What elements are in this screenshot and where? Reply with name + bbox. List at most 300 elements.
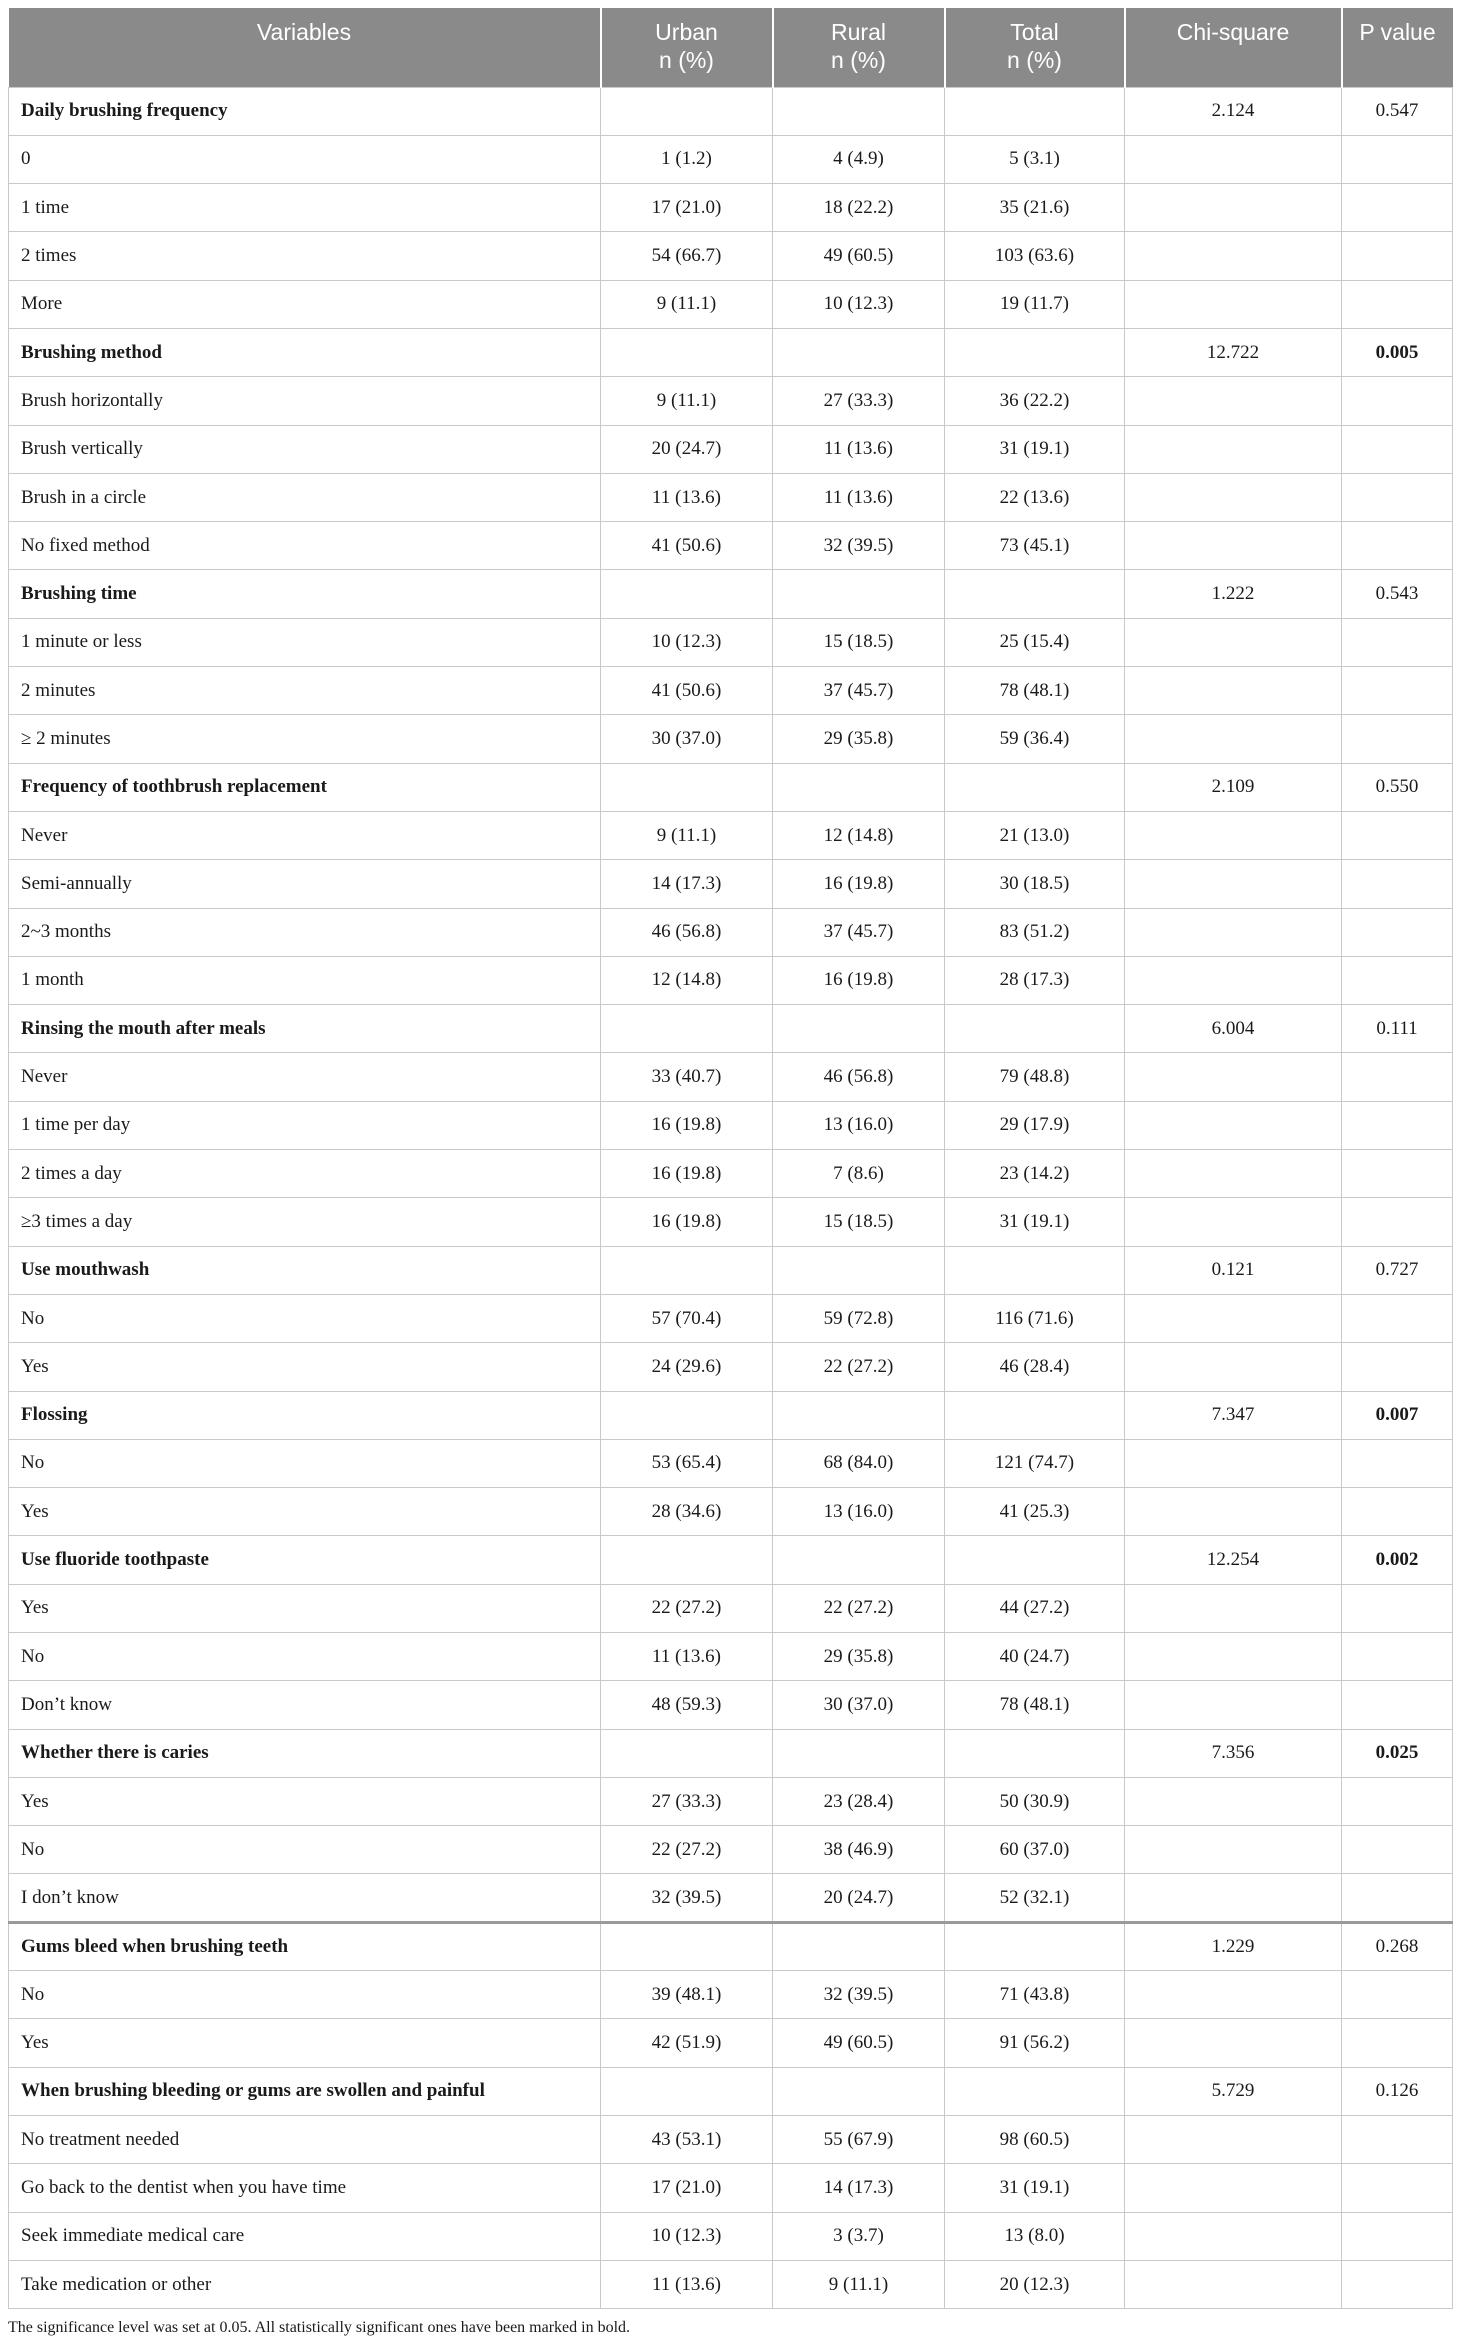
- table-row: [9, 232, 1453, 280]
- cell-chi-square: [1125, 2115, 1342, 2163]
- cell-p-value: [1342, 1150, 1453, 1198]
- cell-urban: 17 (21.0): [601, 2164, 773, 2212]
- table-footnote: The significance level was set at 0.05. All statistically significant ones have been marked in bold.: [8, 2319, 631, 2337]
- cell-chi-square: [1125, 1343, 1342, 1391]
- cell-total: 5 (3.1): [945, 135, 1125, 183]
- cell-p-value: 0.005: [1342, 328, 1453, 376]
- cell-chi-square: 5.729: [1125, 2067, 1342, 2115]
- cell-chi-square: [1125, 1971, 1342, 2019]
- cell-total: [945, 87, 1125, 135]
- cell-p-value: [1342, 377, 1453, 425]
- table-group-row: [9, 570, 1453, 618]
- cell-urban: 39 (48.1): [601, 1971, 773, 2019]
- cell-rural: 32 (39.5): [773, 1971, 945, 2019]
- cell-urban: 33 (40.7): [601, 1053, 773, 1101]
- cell-variable: No fixed method: [9, 522, 601, 570]
- cell-variable: Yes: [9, 1777, 601, 1825]
- cell-chi-square: [1125, 473, 1342, 521]
- cell-variable: Seek immediate medical care: [9, 2212, 601, 2260]
- cell-chi-square: [1125, 1488, 1342, 1536]
- cell-urban: 22 (27.2): [601, 1826, 773, 1874]
- cell-rural: 29 (35.8): [773, 1633, 945, 1681]
- table-row: [9, 1584, 1453, 1632]
- cell-total: 23 (14.2): [945, 1150, 1125, 1198]
- cell-urban: 32 (39.5): [601, 1874, 773, 1922]
- cell-chi-square: [1125, 184, 1342, 232]
- cell-p-value: [1342, 280, 1453, 328]
- cell-variable: Yes: [9, 1488, 601, 1536]
- header-rural: Rural n (%): [773, 8, 945, 87]
- table-header: [9, 8, 1453, 87]
- cell-rural: 11 (13.6): [773, 473, 945, 521]
- cell-total: 31 (19.1): [945, 425, 1125, 473]
- cell-variable: 2~3 months: [9, 908, 601, 956]
- table-row: [9, 860, 1453, 908]
- cell-chi-square: 2.124: [1125, 87, 1342, 135]
- cell-urban: 54 (66.7): [601, 232, 773, 280]
- cell-urban: [601, 1922, 773, 1970]
- cell-variable: Flossing: [9, 1391, 601, 1439]
- cell-p-value: [1342, 1633, 1453, 1681]
- cell-rural: 13 (16.0): [773, 1488, 945, 1536]
- cell-total: 59 (36.4): [945, 715, 1125, 763]
- cell-p-value: [1342, 2164, 1453, 2212]
- cell-chi-square: [1125, 1198, 1342, 1246]
- table-group-row: [9, 1922, 1453, 1970]
- cell-chi-square: [1125, 425, 1342, 473]
- cell-total: 79 (48.8): [945, 1053, 1125, 1101]
- cell-rural: 22 (27.2): [773, 1343, 945, 1391]
- cell-rural: 18 (22.2): [773, 184, 945, 232]
- cell-variable: Never: [9, 811, 601, 859]
- cell-chi-square: 12.722: [1125, 328, 1342, 376]
- table-row: [9, 1343, 1453, 1391]
- cell-p-value: [1342, 2115, 1453, 2163]
- cell-rural: [773, 328, 945, 376]
- cell-rural: 38 (46.9): [773, 1826, 945, 1874]
- cell-p-value: [1342, 715, 1453, 763]
- cell-rural: 10 (12.3): [773, 280, 945, 328]
- cell-variable: 2 times a day: [9, 1150, 601, 1198]
- cell-rural: 20 (24.7): [773, 1874, 945, 1922]
- table-row: [9, 618, 1453, 666]
- cell-variable: Semi-annually: [9, 860, 601, 908]
- cell-urban: 41 (50.6): [601, 522, 773, 570]
- cell-total: 20 (12.3): [945, 2260, 1125, 2308]
- cell-total: [945, 2067, 1125, 2115]
- cell-urban: [601, 1005, 773, 1053]
- cell-variable: When brushing bleeding or gums are swollen and painful: [9, 2067, 601, 2115]
- cell-total: 31 (19.1): [945, 2164, 1125, 2212]
- cell-urban: 10 (12.3): [601, 618, 773, 666]
- cell-chi-square: [1125, 2019, 1342, 2067]
- cell-urban: 11 (13.6): [601, 1633, 773, 1681]
- cell-total: 28 (17.3): [945, 956, 1125, 1004]
- cell-total: 35 (21.6): [945, 184, 1125, 232]
- table-row: [9, 811, 1453, 859]
- cell-rural: 37 (45.7): [773, 667, 945, 715]
- cell-urban: 42 (51.9): [601, 2019, 773, 2067]
- cell-p-value: [1342, 1053, 1453, 1101]
- table-row: [9, 2260, 1453, 2308]
- cell-variable: Brushing time: [9, 570, 601, 618]
- table-row: [9, 1294, 1453, 1342]
- cell-urban: 10 (12.3): [601, 2212, 773, 2260]
- cell-chi-square: [1125, 522, 1342, 570]
- cell-p-value: 0.550: [1342, 763, 1453, 811]
- cell-urban: 9 (11.1): [601, 811, 773, 859]
- cell-rural: [773, 1922, 945, 1970]
- cell-chi-square: [1125, 232, 1342, 280]
- cell-variable: Yes: [9, 2019, 601, 2067]
- cell-rural: [773, 763, 945, 811]
- cell-total: 25 (15.4): [945, 618, 1125, 666]
- cell-urban: 16 (19.8): [601, 1101, 773, 1149]
- table-row: [9, 908, 1453, 956]
- table-row: [9, 522, 1453, 570]
- cell-total: 78 (48.1): [945, 667, 1125, 715]
- cell-urban: 1 (1.2): [601, 135, 773, 183]
- cell-variable: No: [9, 1439, 601, 1487]
- table-group-row: [9, 328, 1453, 376]
- cell-urban: [601, 328, 773, 376]
- cell-total: [945, 1536, 1125, 1584]
- cell-variable: 1 month: [9, 956, 601, 1004]
- cell-variable: No: [9, 1633, 601, 1681]
- cell-chi-square: 7.347: [1125, 1391, 1342, 1439]
- cell-variable: Daily brushing frequency: [9, 87, 601, 135]
- cell-rural: 15 (18.5): [773, 1198, 945, 1246]
- cell-rural: [773, 1536, 945, 1584]
- cell-p-value: [1342, 1343, 1453, 1391]
- cell-chi-square: [1125, 908, 1342, 956]
- cell-total: 13 (8.0): [945, 2212, 1125, 2260]
- table-group-row: [9, 2067, 1453, 2115]
- table-row: [9, 1681, 1453, 1729]
- cell-chi-square: [1125, 377, 1342, 425]
- cell-urban: [601, 2067, 773, 2115]
- cell-urban: 16 (19.8): [601, 1198, 773, 1246]
- cell-total: [945, 1246, 1125, 1294]
- data-table: [8, 8, 1453, 2309]
- cell-urban: 11 (13.6): [601, 473, 773, 521]
- cell-urban: 53 (65.4): [601, 1439, 773, 1487]
- cell-urban: [601, 763, 773, 811]
- cell-chi-square: [1125, 1777, 1342, 1825]
- table-group-row: [9, 1391, 1453, 1439]
- cell-p-value: 0.111: [1342, 1005, 1453, 1053]
- cell-rural: 9 (11.1): [773, 2260, 945, 2308]
- cell-total: 44 (27.2): [945, 1584, 1125, 1632]
- cell-urban: 11 (13.6): [601, 2260, 773, 2308]
- table-row: [9, 1488, 1453, 1536]
- cell-p-value: [1342, 1826, 1453, 1874]
- cell-chi-square: [1125, 1584, 1342, 1632]
- cell-p-value: [1342, 135, 1453, 183]
- cell-p-value: 0.727: [1342, 1246, 1453, 1294]
- cell-rural: 49 (60.5): [773, 2019, 945, 2067]
- table-container: [8, 8, 1452, 2337]
- table-row: [9, 956, 1453, 1004]
- cell-urban: 28 (34.6): [601, 1488, 773, 1536]
- table-row: [9, 667, 1453, 715]
- table-row: [9, 184, 1453, 232]
- cell-urban: 24 (29.6): [601, 1343, 773, 1391]
- table-row: [9, 377, 1453, 425]
- cell-total: 103 (63.6): [945, 232, 1125, 280]
- table-row: [9, 2019, 1453, 2067]
- cell-rural: 68 (84.0): [773, 1439, 945, 1487]
- cell-rural: 3 (3.7): [773, 2212, 945, 2260]
- cell-urban: 57 (70.4): [601, 1294, 773, 1342]
- cell-rural: 11 (13.6): [773, 425, 945, 473]
- cell-rural: 7 (8.6): [773, 1150, 945, 1198]
- cell-variable: Frequency of toothbrush replacement: [9, 763, 601, 811]
- cell-rural: 15 (18.5): [773, 618, 945, 666]
- header-p-value: P value: [1342, 8, 1453, 87]
- cell-variable: Use mouthwash: [9, 1246, 601, 1294]
- cell-variable: No: [9, 1971, 601, 2019]
- cell-variable: Whether there is caries: [9, 1729, 601, 1777]
- cell-variable: 0: [9, 135, 601, 183]
- cell-chi-square: 7.356: [1125, 1729, 1342, 1777]
- cell-total: 36 (22.2): [945, 377, 1125, 425]
- cell-chi-square: [1125, 2164, 1342, 2212]
- cell-chi-square: 1.222: [1125, 570, 1342, 618]
- cell-chi-square: [1125, 1633, 1342, 1681]
- header-total: Total n (%): [945, 8, 1125, 87]
- cell-rural: 29 (35.8): [773, 715, 945, 763]
- cell-rural: 12 (14.8): [773, 811, 945, 859]
- cell-total: 78 (48.1): [945, 1681, 1125, 1729]
- cell-p-value: 0.547: [1342, 87, 1453, 135]
- cell-chi-square: [1125, 860, 1342, 908]
- cell-p-value: [1342, 2212, 1453, 2260]
- cell-total: [945, 1005, 1125, 1053]
- cell-variable: No: [9, 1826, 601, 1874]
- cell-p-value: [1342, 232, 1453, 280]
- cell-rural: 32 (39.5): [773, 522, 945, 570]
- header-urban: Urban n (%): [601, 8, 773, 87]
- cell-p-value: [1342, 2260, 1453, 2308]
- cell-rural: 14 (17.3): [773, 2164, 945, 2212]
- cell-p-value: 0.025: [1342, 1729, 1453, 1777]
- cell-variable: No: [9, 1294, 601, 1342]
- cell-variable: Take medication or other: [9, 2260, 601, 2308]
- cell-rural: 16 (19.8): [773, 860, 945, 908]
- table-row: [9, 1198, 1453, 1246]
- cell-variable: Gums bleed when brushing teeth: [9, 1922, 601, 1970]
- cell-chi-square: [1125, 1294, 1342, 1342]
- cell-urban: 46 (56.8): [601, 908, 773, 956]
- cell-p-value: [1342, 425, 1453, 473]
- cell-chi-square: [1125, 1101, 1342, 1149]
- cell-p-value: [1342, 473, 1453, 521]
- cell-urban: [601, 1391, 773, 1439]
- cell-chi-square: [1125, 135, 1342, 183]
- cell-p-value: [1342, 860, 1453, 908]
- cell-total: [945, 328, 1125, 376]
- cell-total: [945, 1391, 1125, 1439]
- cell-chi-square: [1125, 1439, 1342, 1487]
- cell-p-value: [1342, 618, 1453, 666]
- cell-urban: 12 (14.8): [601, 956, 773, 1004]
- cell-chi-square: [1125, 956, 1342, 1004]
- cell-p-value: [1342, 184, 1453, 232]
- cell-total: [945, 763, 1125, 811]
- cell-p-value: 0.126: [1342, 2067, 1453, 2115]
- cell-variable: Use fluoride toothpaste: [9, 1536, 601, 1584]
- cell-urban: 48 (59.3): [601, 1681, 773, 1729]
- cell-p-value: [1342, 1777, 1453, 1825]
- cell-urban: [601, 1246, 773, 1294]
- cell-rural: [773, 1246, 945, 1294]
- cell-total: 29 (17.9): [945, 1101, 1125, 1149]
- table-row: [9, 2115, 1453, 2163]
- cell-variable: Yes: [9, 1343, 601, 1391]
- table-row: [9, 425, 1453, 473]
- cell-urban: [601, 570, 773, 618]
- cell-chi-square: [1125, 1053, 1342, 1101]
- cell-variable: 1 time per day: [9, 1101, 601, 1149]
- cell-p-value: [1342, 1101, 1453, 1149]
- cell-total: [945, 1729, 1125, 1777]
- table-row: [9, 2164, 1453, 2212]
- cell-p-value: [1342, 1198, 1453, 1246]
- cell-p-value: [1342, 1294, 1453, 1342]
- table-row: [9, 1053, 1453, 1101]
- cell-urban: 9 (11.1): [601, 280, 773, 328]
- cell-p-value: 0.268: [1342, 1922, 1453, 1970]
- table-row: [9, 2212, 1453, 2260]
- table-row: [9, 715, 1453, 763]
- cell-variable: More: [9, 280, 601, 328]
- cell-chi-square: 0.121: [1125, 1246, 1342, 1294]
- cell-chi-square: 2.109: [1125, 763, 1342, 811]
- cell-p-value: [1342, 1681, 1453, 1729]
- cell-chi-square: [1125, 280, 1342, 328]
- cell-total: 30 (18.5): [945, 860, 1125, 908]
- cell-variable: No treatment needed: [9, 2115, 601, 2163]
- cell-chi-square: 6.004: [1125, 1005, 1342, 1053]
- cell-rural: 55 (67.9): [773, 2115, 945, 2163]
- cell-total: 73 (45.1): [945, 522, 1125, 570]
- cell-total: 40 (24.7): [945, 1633, 1125, 1681]
- cell-p-value: [1342, 956, 1453, 1004]
- cell-variable: Brush in a circle: [9, 473, 601, 521]
- table-row: [9, 280, 1453, 328]
- cell-urban: 43 (53.1): [601, 2115, 773, 2163]
- table-group-row: [9, 1246, 1453, 1294]
- cell-rural: 13 (16.0): [773, 1101, 945, 1149]
- cell-variable: 2 times: [9, 232, 601, 280]
- cell-rural: 46 (56.8): [773, 1053, 945, 1101]
- table-row: [9, 1439, 1453, 1487]
- cell-total: 52 (32.1): [945, 1874, 1125, 1922]
- cell-total: 83 (51.2): [945, 908, 1125, 956]
- header-variables: Variables: [9, 8, 601, 87]
- cell-variable: ≥3 times a day: [9, 1198, 601, 1246]
- cell-urban: 16 (19.8): [601, 1150, 773, 1198]
- cell-chi-square: 1.229: [1125, 1922, 1342, 1970]
- cell-urban: [601, 87, 773, 135]
- cell-chi-square: 12.254: [1125, 1536, 1342, 1584]
- cell-variable: 1 time: [9, 184, 601, 232]
- cell-rural: 30 (37.0): [773, 1681, 945, 1729]
- cell-urban: 14 (17.3): [601, 860, 773, 908]
- cell-rural: 49 (60.5): [773, 232, 945, 280]
- cell-rural: [773, 2067, 945, 2115]
- cell-rural: 27 (33.3): [773, 377, 945, 425]
- table-row: [9, 1150, 1453, 1198]
- cell-rural: 23 (28.4): [773, 1777, 945, 1825]
- cell-chi-square: [1125, 618, 1342, 666]
- cell-p-value: [1342, 1971, 1453, 2019]
- cell-variable: Yes: [9, 1584, 601, 1632]
- cell-chi-square: [1125, 1150, 1342, 1198]
- cell-chi-square: [1125, 1874, 1342, 1922]
- cell-p-value: [1342, 811, 1453, 859]
- cell-total: 22 (13.6): [945, 473, 1125, 521]
- cell-variable: Brush vertically: [9, 425, 601, 473]
- cell-chi-square: [1125, 667, 1342, 715]
- cell-urban: 22 (27.2): [601, 1584, 773, 1632]
- cell-urban: [601, 1536, 773, 1584]
- cell-total: [945, 570, 1125, 618]
- cell-variable: Rinsing the mouth after meals: [9, 1005, 601, 1053]
- cell-total: 31 (19.1): [945, 1198, 1125, 1246]
- cell-p-value: 0.543: [1342, 570, 1453, 618]
- cell-chi-square: [1125, 1826, 1342, 1874]
- table-row: [9, 1777, 1453, 1825]
- table-row: [9, 1633, 1453, 1681]
- cell-chi-square: [1125, 811, 1342, 859]
- cell-total: 41 (25.3): [945, 1488, 1125, 1536]
- cell-variable: I don’t know: [9, 1874, 601, 1922]
- cell-rural: [773, 1729, 945, 1777]
- table-group-row: [9, 1729, 1453, 1777]
- cell-urban: 41 (50.6): [601, 667, 773, 715]
- cell-total: 19 (11.7): [945, 280, 1125, 328]
- table-body: [9, 87, 1453, 2309]
- table-group-row: [9, 763, 1453, 811]
- table-row: [9, 1826, 1453, 1874]
- cell-total: 71 (43.8): [945, 1971, 1125, 2019]
- cell-total: 60 (37.0): [945, 1826, 1125, 1874]
- cell-p-value: [1342, 522, 1453, 570]
- cell-rural: [773, 570, 945, 618]
- cell-p-value: [1342, 1584, 1453, 1632]
- cell-variable: Never: [9, 1053, 601, 1101]
- cell-urban: 9 (11.1): [601, 377, 773, 425]
- cell-total: 116 (71.6): [945, 1294, 1125, 1342]
- table-row: [9, 1874, 1453, 1922]
- cell-rural: 4 (4.9): [773, 135, 945, 183]
- cell-p-value: 0.007: [1342, 1391, 1453, 1439]
- cell-p-value: [1342, 908, 1453, 956]
- table-group-row: [9, 87, 1453, 135]
- cell-total: 121 (74.7): [945, 1439, 1125, 1487]
- cell-urban: 20 (24.7): [601, 425, 773, 473]
- header-row: [9, 8, 1453, 87]
- table-row: [9, 135, 1453, 183]
- table-row: [9, 473, 1453, 521]
- cell-variable: Brush horizontally: [9, 377, 601, 425]
- cell-rural: 37 (45.7): [773, 908, 945, 956]
- cell-urban: 27 (33.3): [601, 1777, 773, 1825]
- cell-total: 50 (30.9): [945, 1777, 1125, 1825]
- cell-urban: 30 (37.0): [601, 715, 773, 763]
